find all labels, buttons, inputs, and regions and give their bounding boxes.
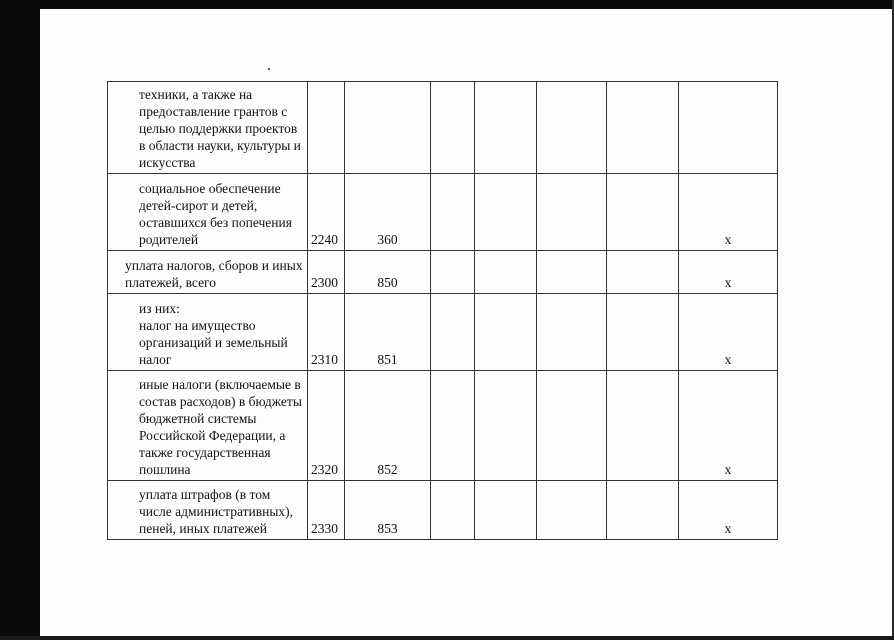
row-mark-cell — [679, 481, 778, 540]
row-kbk: 852 — [377, 462, 398, 477]
scan-border-left — [0, 0, 40, 640]
row-code-cell — [308, 294, 345, 371]
row-name-cell — [108, 294, 308, 371]
row-code: 2320 — [311, 462, 338, 477]
table-row — [108, 174, 778, 251]
row-kbk: 850 — [377, 275, 398, 290]
empty-cell — [475, 294, 537, 371]
empty-cell — [607, 174, 679, 251]
row-kbk-cell — [345, 294, 431, 371]
empty-cell — [537, 481, 607, 540]
row-mark: x — [724, 232, 732, 247]
row-mark: x — [724, 275, 732, 290]
empty-cell — [431, 174, 475, 251]
empty-cell — [607, 82, 679, 174]
row-kbk: 853 — [377, 521, 398, 536]
empty-cell — [475, 82, 537, 174]
empty-cell — [431, 294, 475, 371]
row-code: 2330 — [311, 521, 338, 536]
row-kbk-cell — [345, 174, 431, 251]
empty-cell — [475, 174, 537, 251]
row-name-cell — [108, 251, 308, 294]
row-code-cell — [308, 481, 345, 540]
empty-cell — [537, 174, 607, 251]
table-row — [108, 294, 778, 371]
row-kbk-cell — [345, 251, 431, 294]
row-mark-cell — [679, 82, 778, 174]
row-name-cell — [108, 371, 308, 481]
scan-border-bottom — [0, 636, 894, 640]
empty-cell — [607, 481, 679, 540]
row-name-cell — [108, 481, 308, 540]
row-kbk: 360 — [377, 232, 398, 247]
row-mark-cell — [679, 294, 778, 371]
row-kbk: 851 — [377, 352, 398, 367]
row-mark: x — [724, 352, 732, 367]
row-mark: x — [724, 462, 732, 477]
empty-cell — [475, 371, 537, 481]
row-name: социальное обеспечение детей-сирот и детей, оставшихся без попечения родителей — [139, 181, 292, 247]
row-name: уплата штрафов (в том числе административных), пеней, иных платежей — [139, 487, 294, 536]
row-mark: x — [724, 521, 732, 536]
row-name: уплата налогов, сборов и иных платежей, всего — [125, 258, 303, 290]
empty-cell — [537, 251, 607, 294]
scan-border-top — [0, 0, 894, 9]
row-name: из них: налог на имущество организаций и земельный налог — [139, 301, 288, 367]
row-kbk-cell — [345, 82, 431, 174]
empty-cell — [537, 82, 607, 174]
empty-cell — [607, 294, 679, 371]
financial-plan-table — [107, 81, 778, 540]
empty-cell — [431, 481, 475, 540]
row-code-cell — [308, 174, 345, 251]
empty-cell — [537, 371, 607, 481]
row-code: 2310 — [311, 352, 338, 367]
row-name: иные налоги (включаемые в состав расходов) в бюджеты бюджетной системы Российской Федерации, а также государственная пошлина — [139, 377, 302, 477]
row-code-cell — [308, 82, 345, 174]
empty-cell — [431, 251, 475, 294]
row-mark-cell — [679, 251, 778, 294]
row-mark-cell — [679, 371, 778, 481]
scan-speck — [268, 68, 270, 70]
row-code-cell — [308, 251, 345, 294]
empty-cell — [475, 251, 537, 294]
row-name: техники, а также на предоставление грантов с целью поддержки проектов в области науки, культуры и искусства — [139, 87, 301, 170]
empty-cell — [537, 294, 607, 371]
row-kbk-cell — [345, 371, 431, 481]
row-kbk-cell — [345, 481, 431, 540]
table-row — [108, 481, 778, 540]
table-row — [108, 371, 778, 481]
empty-cell — [475, 481, 537, 540]
row-mark-cell — [679, 174, 778, 251]
row-code: 2240 — [311, 232, 338, 247]
empty-cell — [431, 371, 475, 481]
table-row — [108, 82, 778, 174]
row-name-cell — [108, 174, 308, 251]
row-code: 2300 — [311, 275, 338, 290]
table-row — [108, 251, 778, 294]
row-name-cell — [108, 82, 308, 174]
empty-cell — [431, 82, 475, 174]
empty-cell — [607, 251, 679, 294]
row-code-cell — [308, 371, 345, 481]
empty-cell — [607, 371, 679, 481]
